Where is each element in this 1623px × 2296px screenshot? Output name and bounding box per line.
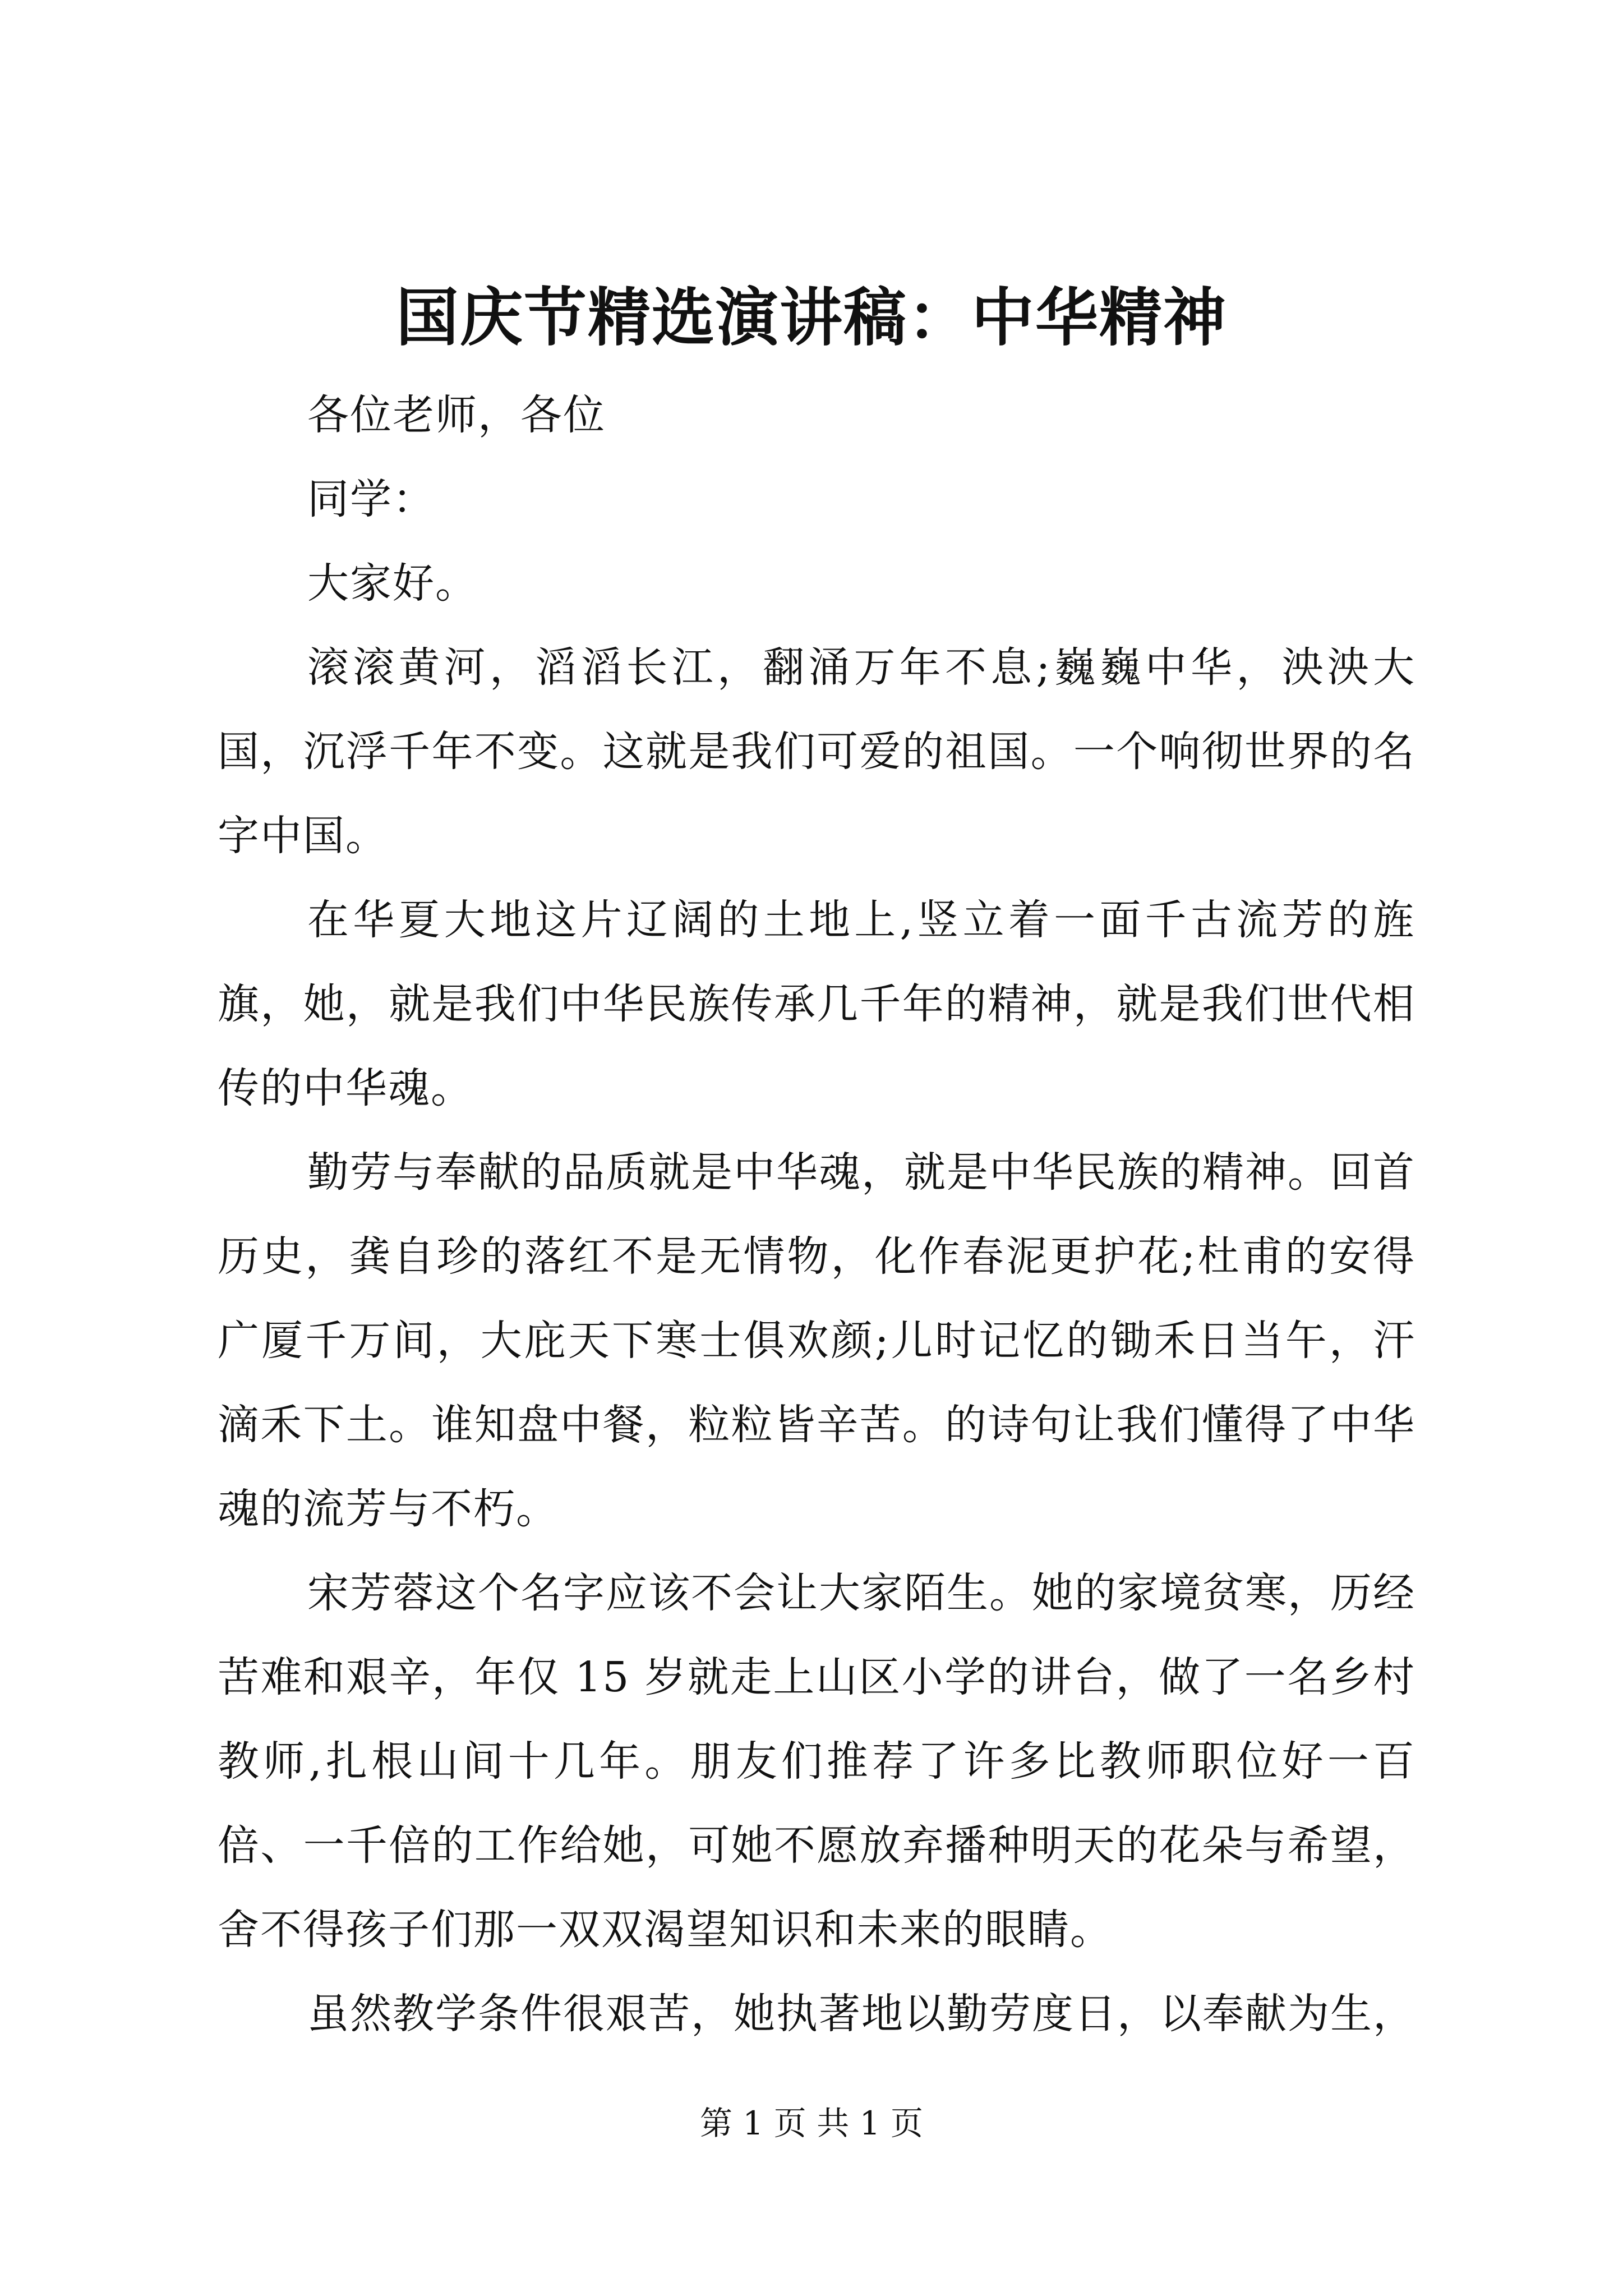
- paragraph-banner: 在华夏大地这片辽阔的土地上,竖立着一面千古流芳的旌旗，她，就是我们中华民族传承几千年的精神，就是我们世代相传的中华魂。: [218, 896, 1415, 1112]
- paragraph-diligence: 勤劳与奉献的品质就是中华魂，就是中华民族的精神。回首历史，龚自珍的落红不是无情物，化作春泥更护花;杜甫的安得广厦千万间，大庇天下寒士俱欢颜;儿时记忆的锄禾日当午，汗滴禾下土。谁知盘中餐，粒粒皆辛苦。的诗句让我们懂得了中华魂的流芳与不朽。: [218, 1148, 1415, 1533]
- paragraph-salutation-2: 同学：: [307, 475, 435, 523]
- page-footer: 第 1 页 共 1 页: [700, 2104, 923, 2142]
- paragraph-rivers: 滚滚黄河，滔滔长江，翻涌万年不息;巍巍中华，泱泱大国，沉浮千年不变。这就是我们可爱的祖国。一个响彻世界的名字中国。: [218, 643, 1415, 860]
- paragraph-salutation-1: 各位老师，各位: [307, 391, 606, 439]
- paragraph-teacher: 宋芳蓉这个名字应该不会让大家陌生。她的家境贫寒，历经苦难和艰辛，年仅 15 岁就走上山区小学的讲台，做了一名乡村教师,扎根山间十几年。朋友们推荐了许多比教师职位好一百倍、一千倍的工作给她，可她不愿放弃播种明天的花朵与希望，舍不得孩子们那一双双渴望知识和未来的眼睛。: [218, 1569, 1415, 1954]
- document-body: [218, 373, 1415, 2056]
- document-title: 国庆节精选演讲稿：中华精神: [396, 281, 1227, 355]
- paragraph-conditions: 虽然教学条件很艰苦，她执著地以勤劳度日，以奉献为生，: [307, 1990, 1415, 2038]
- paragraph-greeting: 大家好。: [307, 559, 478, 608]
